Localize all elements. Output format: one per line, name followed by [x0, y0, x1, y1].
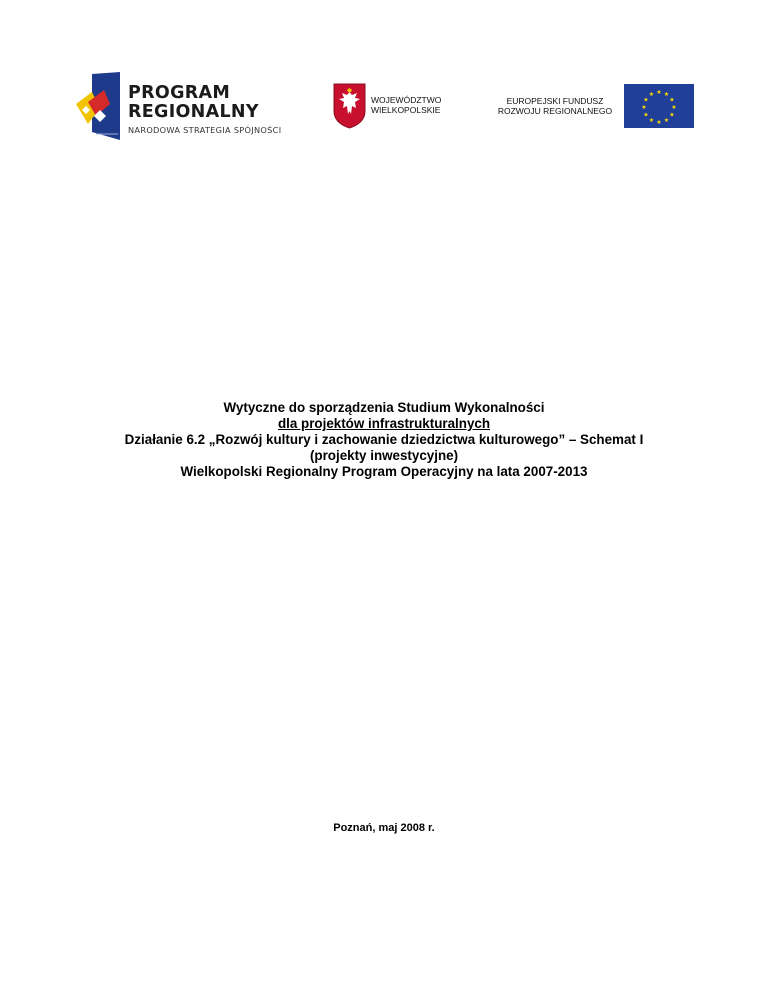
place-date: Poznań, maj 2008 r.: [333, 822, 435, 834]
svg-text:★: ★: [669, 111, 675, 119]
title-line-4: (projekty inwestycyjne): [309, 448, 459, 463]
svg-text:★: ★: [643, 96, 649, 104]
wojewodztwo-text-line1: WOJEWÓDZTWO: [371, 95, 442, 105]
program-regionalny-logo: [74, 72, 314, 142]
logo-subtitle: NARODOWA STRATEGIA SPÓJNOŚCI: [128, 125, 282, 135]
title-line-2: dla projektów infrastrukturalnych: [277, 416, 491, 431]
svg-text:★: ★: [663, 117, 670, 124]
title-line-5: Wielkopolski Regionalny Program Operacyjny na lata 2007-2013: [180, 464, 588, 479]
eagle-crest-icon: [333, 83, 366, 129]
title-line-1: Wytyczne do sporządzenia Studium Wykonalności: [223, 400, 545, 415]
document-title: [40, 400, 728, 480]
svg-text:★: ★: [643, 111, 649, 119]
svg-text:★: ★: [641, 104, 647, 111]
title-line-3: Działanie 6.2 „Rozwój kultury i zachowanie dziedzictwa kulturowego” – Schemat I: [124, 432, 644, 447]
wojewodztwo-logo: [333, 83, 473, 133]
svg-text:★: ★: [663, 91, 670, 98]
program-regionalny-mark-icon: [74, 72, 124, 142]
svg-text:★: ★: [648, 91, 655, 98]
wojewodztwo-text-line2: WIELKOPOLSKIE: [371, 105, 441, 115]
eu-flag-icon: [624, 84, 694, 128]
eu-fund-text-line1: EUROPEJSKI FUNDUSZ: [506, 96, 604, 106]
logo-text-program: PROGRAM: [128, 83, 231, 103]
svg-text:★: ★: [648, 117, 655, 124]
svg-text:★: ★: [669, 96, 675, 104]
eu-fund-logo: [492, 84, 697, 130]
logo-text-regionalny: REGIONALNY: [128, 102, 259, 122]
eu-fund-text-line2: ROZWOJU REGIONALNEGO: [497, 106, 613, 116]
svg-text:★: ★: [656, 119, 662, 126]
svg-text:★: ★: [671, 104, 677, 111]
svg-text:★: ★: [656, 89, 662, 96]
